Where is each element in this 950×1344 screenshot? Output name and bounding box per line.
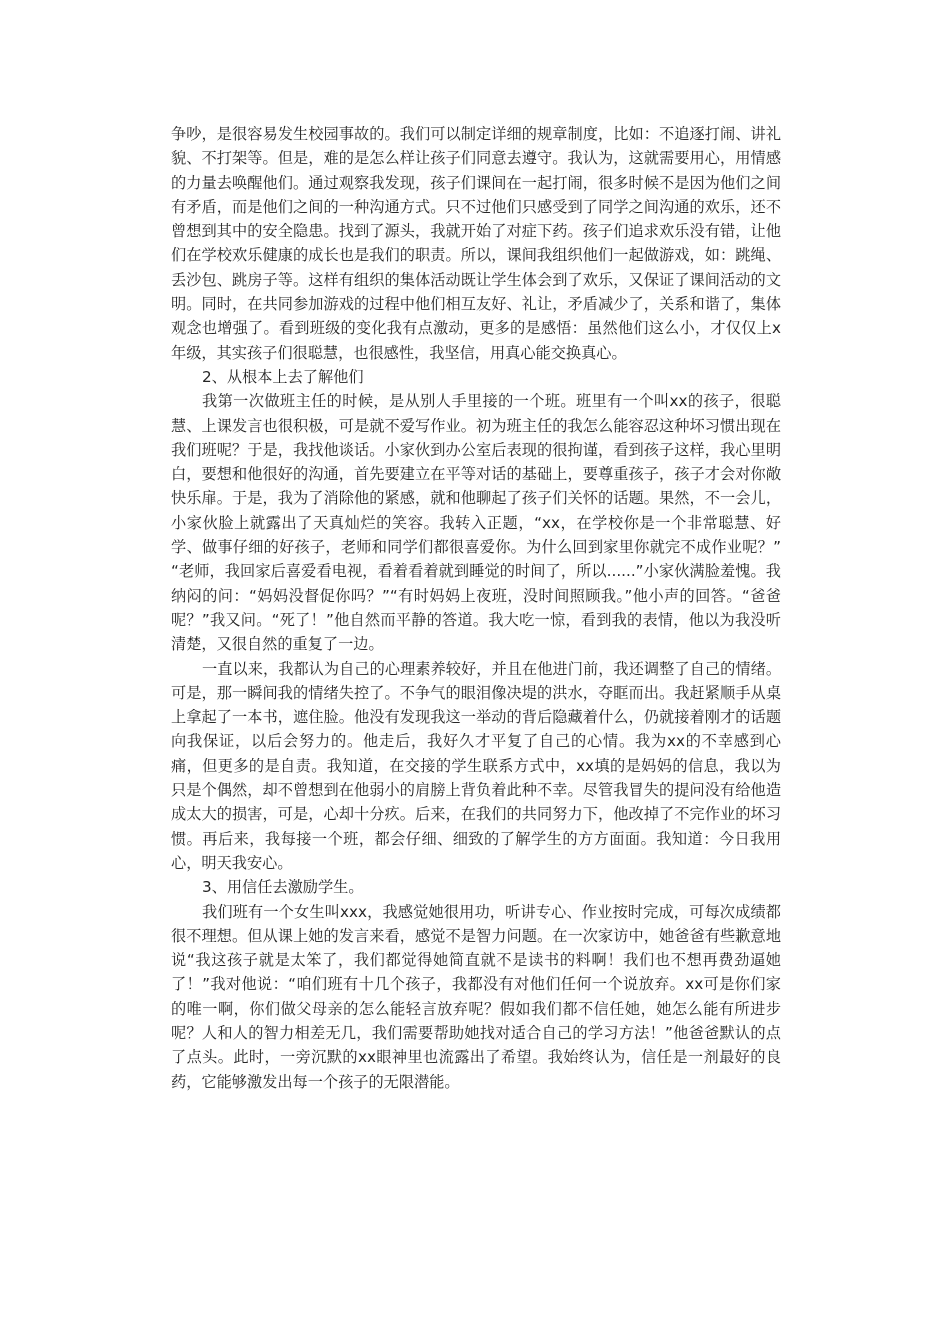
document-body: [171, 122, 781, 1094]
paragraph-trust-story: 我们班有一个女生叫xxx，我感觉她很用功，听讲专心、作业按时完成，可每次成绩都很不理想。但从课上她的发言来看，感觉不是智力问题。在一次家访中，她爸爸有些歉意地说“我这孩子就是太笨了，我们都觉得她简直就不是读书的料啊！我们也不想再费劲逼她了！”我对他说：“咱们班有十几个孩子，我都没有对他们任何一个说放弃。xx可是你们家的唯一啊，你们做父母亲的怎么能轻言放弃呢？假如我们都不信任她，她怎么能有所进步呢？人和人的智力相差无几，我们需要帮助她找对适合自己的学习方法！”他爸爸默认的点了点头。此时，一旁沉默的xx眼神里也流露出了希望。我始终认为，信任是一剂最好的良药，它能够激发出每一个孩子的无限潜能。: [171, 902, 781, 1091]
paragraph-first-time-head-teacher: 我第一次做班主任的时候，是从别人手里接的一个班。班里有一个叫xx的孩子，很聪慧、上课发言也很积极，可是就不爱写作业。初为班主任的我怎么能容忍这种坏习惯出现在我们班呢？于是，我找他谈话。小家伙到办公室后表现的很拘谨，看到孩子这样，我心里明白，要想和他很好的沟通，首先要建立在平等对话的基础上，要尊重孩子，孩子才会对你敞快乐扉。于是，我为了消除他的紧感，就和他聊起了孩子们关怀的话题。果然，不一会儿，小家伙脸上就露出了天真灿烂的笑容。我转入正题，“xx，在学校你是一个非常聪慧、好学、做事仔细的好孩子，老师和同学们都很喜爱你。为什么回到家里你就完不成作业呢？” “老师，我回家后喜爱看电视，看着看着就到睡觉的时间了，所以......”小家伙满脸羞愧。我纳闷的问：“妈妈没督促你吗？”“有时妈妈上夜班，没时间照顾我。”他小声的回答。“爸爸呢？”我又问。“死了！”他自然而平静的答道。我大吃一惊，看到我的表情，他以为我没听清楚，又很自然的重复了一边。: [171, 392, 781, 654]
section-heading-trust-motivation: 3、用信任去激励学生。: [202, 878, 364, 897]
section-heading-understand-students: 2、从根本上去了解他们: [202, 367, 364, 386]
paragraph-emotional-reflection: 一直以来，我都认为自己的心理素养较好，并且在他进门前，我还调整了自己的情绪。可是，那一瞬间我的情绪失控了。不争气的眼泪像决堤的洪水，夺眶而出。我赶紧顺手从桌上拿起了一本书，遮住脸。他没有发现我这一举动的背后隐藏着什么，仍就接着刚才的话题向我保证，以后会努力的。他走后，我好久才平复了自己的心情。我为xx的不幸感到心痛，但更多的是自责。我知道，在交接的学生联系方式中，xx填的是妈妈的信息，我以为只是个偶然，却不曾想到在他弱小的肩膀上背负着此种不幸。尽管我冒失的提问没有给他造成太大的损害，可是，心却十分疚。后来，在我们的共同努力下，他改掉了不完作业的坏习惯。再后来，我每接一个班，都会仔细、细致的了解学生的方方面面。我知道：今日我用心，明天我安心。: [171, 659, 781, 872]
paragraph-campus-safety: 争吵，是很容易发生校园事故的。我们可以制定详细的规章制度，比如：不追逐打闹、讲礼貌、不打架等。但是，难的是怎么样让孩子们同意去遵守。我认为，这就需要用心，用情感的力量去唤醒他们。通过观察我发现，孩子们课间在一起打闹，很多时候不是因为他们之间有矛盾，而是他们之间的一种沟通方式。只不过他们只感受到了同学之间沟通的欢乐，还不曾想到其中的安全隐患。找到了源头，我就开始了对症下药。孩子们追求欢乐没有错，让他们在学校欢乐健康的成长也是我们的职责。所以，课间我组织他们一起做游戏，如：跳绳、丢沙包、跳房子等。这样有组织的集体活动既让学生体会到了欢乐，又保证了课间活动的文明。同时，在共同参加游戏的过程中他们相互友好、礼让，矛盾减少了，关系和谐了，集体观念也增强了。看到班级的变化我有点激动，更多的是感悟：虽然他们这么小，才仅仅上x年级，其实孩子们很聪慧，也很感性，我坚信，用真心能交换真心。: [171, 125, 781, 362]
